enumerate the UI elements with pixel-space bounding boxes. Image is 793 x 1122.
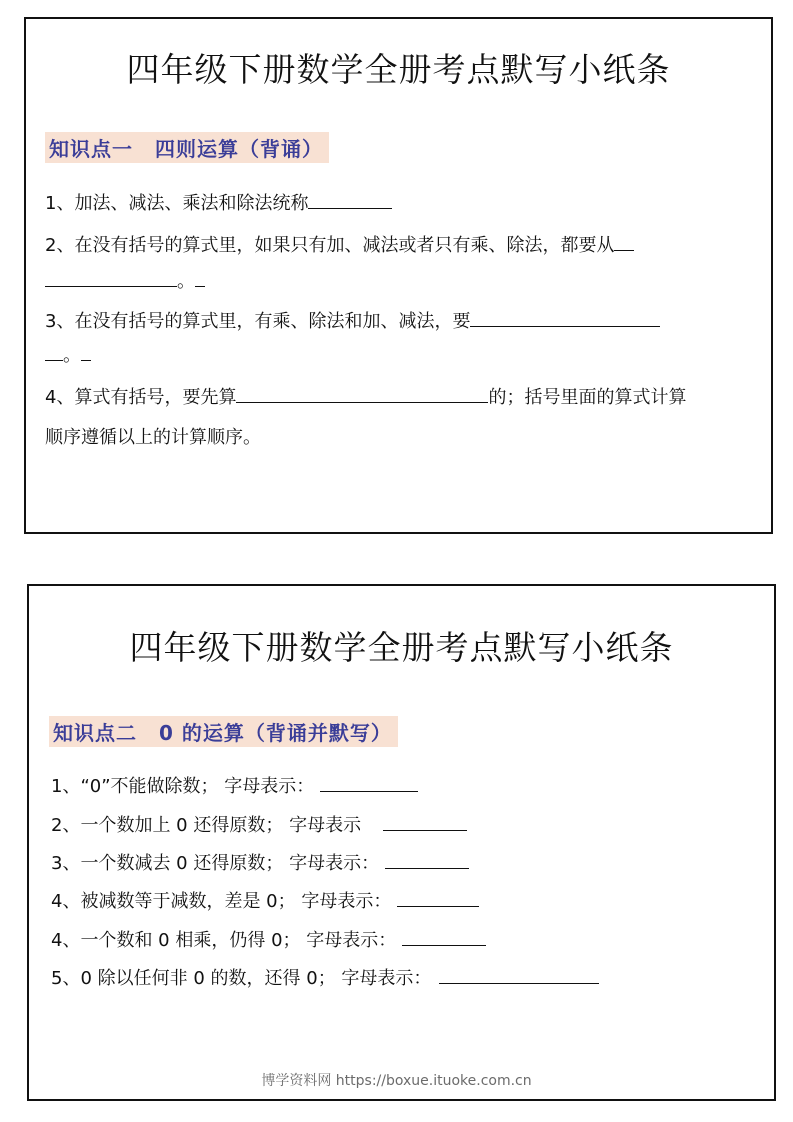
item-text: 2、在没有括号的算式里，如果只有加、减法或者只有乘、除法，都要从: [45, 235, 615, 256]
answer-blank[interactable]: [439, 965, 599, 984]
fill-item-4-continuation: [45, 423, 261, 449]
answer-blank[interactable]: [397, 888, 479, 907]
answer-blank[interactable]: [385, 850, 469, 869]
card-title: 四年级下册数学全册考点默写小纸条: [126, 50, 671, 89]
item-text: 1、加法、减法、乘法和除法统称: [45, 193, 309, 214]
fill-item-4: [51, 887, 479, 913]
item-text: 5、0 除以任何非 0 的数，还得 0； 字母表示：: [51, 968, 432, 989]
answer-blank[interactable]: [614, 232, 634, 251]
knowledge-point-label: 知识点一: [49, 137, 133, 161]
item-text: 4、算式有括号，要先算: [45, 387, 237, 408]
card-title: 四年级下册数学全册考点默写小纸条: [129, 628, 674, 667]
answer-blank[interactable]: [236, 384, 488, 403]
item-text: 3、一个数减去 0 还得原数； 字母表示：: [51, 853, 380, 874]
item-text-after: 的；括号里面的算式计算: [488, 387, 687, 408]
watermark-footer: 博学资料网 https://boxue.ituoke.com.cn: [261, 1073, 532, 1089]
note-card-2: [27, 584, 776, 1101]
blank-tail: [195, 268, 205, 287]
item-text: 4、被减数等于减数，差是 0； 字母表示：: [51, 891, 392, 912]
fill-item-5: [51, 926, 486, 952]
answer-blank[interactable]: [470, 308, 660, 327]
fill-item-2-continuation: [45, 267, 205, 293]
item-text: 1、“0”不能做除数； 字母表示：: [51, 776, 315, 797]
knowledge-point-heading: [45, 132, 329, 163]
fill-item-1: [45, 189, 392, 215]
item-period: 。: [177, 271, 195, 292]
knowledge-point-label: 知识点二: [53, 721, 137, 745]
fill-item-1: [51, 772, 418, 798]
blank-tail: [81, 342, 91, 361]
answer-blank[interactable]: [402, 927, 486, 946]
fill-item-3: [45, 307, 660, 333]
item-text: 4、一个数和 0 相乘，仍得 0； 字母表示：: [51, 930, 397, 951]
note-card-1: [24, 17, 773, 534]
fill-item-3-continuation: [45, 341, 91, 367]
item-text: 3、在没有括号的算式里，有乘、除法和加、减法，要: [45, 311, 471, 332]
fill-item-6: [51, 964, 599, 990]
answer-blank[interactable]: [320, 773, 418, 792]
answer-blank[interactable]: [45, 268, 177, 287]
fill-item-2: [51, 811, 467, 837]
fill-item-3: [51, 849, 469, 875]
item-text: 顺序遵循以上的计算顺序。: [45, 427, 261, 448]
knowledge-point-topic: 0 的运算（背诵并默写）: [159, 721, 392, 745]
answer-blank[interactable]: [383, 812, 467, 831]
knowledge-point-topic: 四则运算（背诵）: [155, 137, 323, 161]
item-text: 2、一个数加上 0 还得原数； 字母表示: [51, 815, 362, 836]
item-period: 。: [63, 345, 81, 366]
fill-item-4: [45, 383, 686, 409]
knowledge-point-heading: [49, 716, 398, 747]
answer-blank[interactable]: [308, 190, 392, 209]
fill-item-2: [45, 231, 634, 257]
answer-blank[interactable]: [45, 342, 63, 361]
